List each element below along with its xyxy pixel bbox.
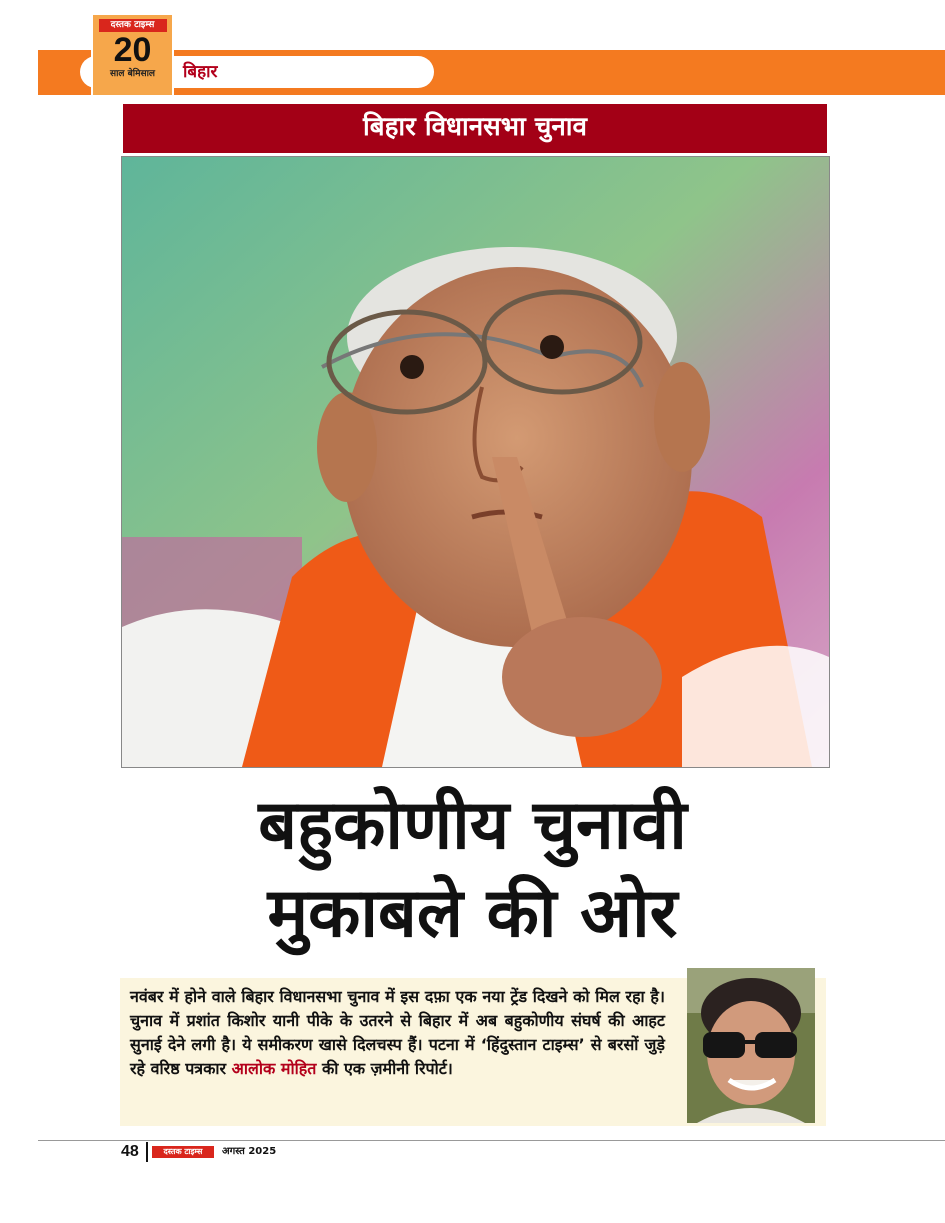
lead-photo <box>121 156 830 768</box>
badge-number: 20 <box>113 31 152 69</box>
author-name: आलोक मोहित <box>231 1059 317 1078</box>
footer-brand-logo: दस्तक टाइम्स <box>152 1146 214 1158</box>
headline-line-2: मुकाबले की ओर <box>267 874 678 953</box>
page-number: 48 <box>121 1143 139 1160</box>
issue-date: अगस्त 2025 <box>222 1146 277 1157</box>
footer-divider <box>146 1142 148 1162</box>
article-intro <box>130 985 665 1081</box>
author-photo <box>687 968 815 1123</box>
section-label: बिहार <box>183 62 218 82</box>
headline-line-1: बहुकोणीय चुनावी <box>258 786 687 865</box>
article-kicker: बिहार विधानसभा चुनाव <box>123 104 827 153</box>
article-headline <box>0 782 945 958</box>
badge-brand-logo: दस्तक टाइम्स <box>99 19 167 32</box>
intro-text-start: नवंबर में होने वाले बिहार विधानसभा चुनाव में इस दफ़ा एक नया ट्रेंड दिखने को मिल रहा है। चुनाव में प्रशांत किशोर यानी पीके के उतरने से बिहार में अब बहुकोणीय संघर्ष की आहट सुनाई देने लगी है। ये समीकरण खासे दिलचस्प हैं। पटना में ‘हिंदुस्तान टाइम्स’ से बरसों जुड़े रहे वरिष्ठ पत्रकार <box>130 987 665 1078</box>
badge-caption: साल बेमिसाल <box>109 69 156 79</box>
anniversary-badge <box>93 15 172 95</box>
intro-text-end: की एक ज़मीनी रिपोर्ट। <box>321 1059 453 1078</box>
footer-rule <box>38 1140 945 1141</box>
